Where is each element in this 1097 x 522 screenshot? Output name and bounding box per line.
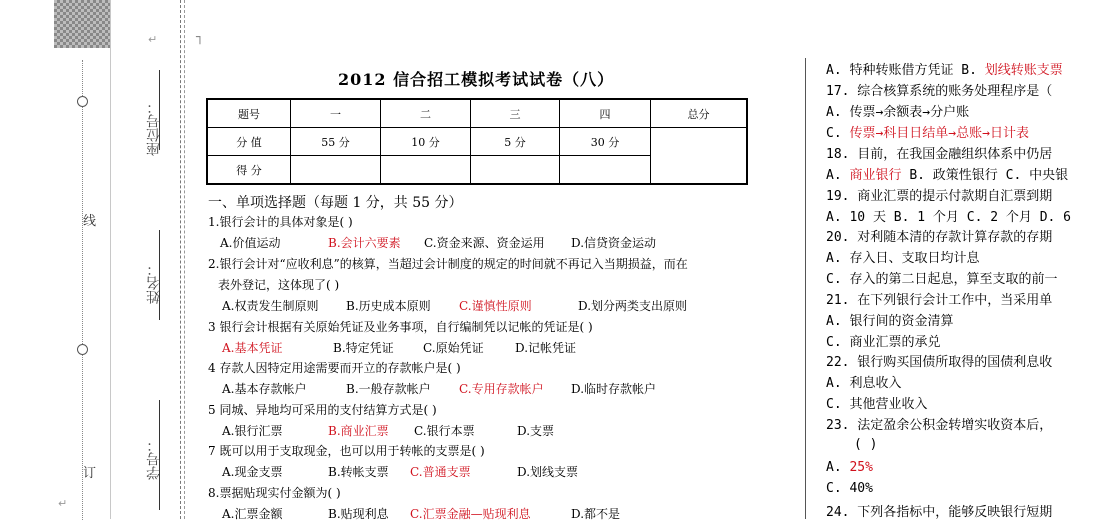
student-id-label: 学号：: [146, 438, 162, 480]
option: A.银行汇票: [222, 424, 283, 438]
option: D.记帐凭证: [515, 341, 577, 355]
gutter-dashed-line: [180, 0, 181, 519]
name-label: 姓名：: [146, 262, 162, 304]
option: C.资金来源、资金运用: [424, 236, 545, 250]
table-cell: 三: [471, 99, 560, 128]
table-cell: 题号: [207, 99, 291, 128]
question-text: 8.票据贴现实付金额为( ): [208, 486, 341, 500]
option-answer: 传票→科目日结单→总账→日计表: [849, 126, 1029, 141]
page-title: 2012 信合招工模拟考试试卷（八）: [338, 70, 615, 89]
table-cell: 总分: [651, 99, 748, 128]
option: A.现金支票: [222, 465, 283, 479]
answer-blank[interactable]: ( ): [854, 437, 878, 452]
question-text: 2.银行会计对“应收利息”的核算，当超过会计制度的规定的时间就不再记入当期损益，而在: [208, 257, 688, 271]
margin-edge-line: [110, 0, 111, 519]
table-cell: 30 分: [560, 128, 651, 156]
binding-line-label: 线: [83, 214, 97, 229]
option: D.划线支票: [517, 465, 579, 479]
right-line: A. 25%: [826, 460, 873, 475]
option: D.都不是: [571, 507, 621, 521]
right-line: 24. 下列各指标中，能够反映银行短期: [826, 505, 1053, 520]
right-line: A. 存入日、支取日均计息: [826, 251, 980, 266]
return-mark-icon: ↵: [58, 497, 68, 510]
right-line: A. 特种转账借方凭证 B. 划线转账支票: [826, 63, 1063, 78]
option: C.原始凭证: [423, 341, 484, 355]
question-text: 3 银行会计根据有关原始凭证及业务事项，自行编制凭以记帐的凭证是( ): [208, 320, 593, 334]
option: C.银行本票: [414, 424, 475, 438]
option-answer: A.基本凭证: [222, 341, 283, 355]
option-answer: 25%: [849, 460, 873, 475]
table-cell: 10 分: [381, 128, 471, 156]
hatched-margin-strip: [54, 0, 110, 48]
option-answer: C.专用存款帐户: [459, 382, 544, 396]
right-line: C. 传票→科目日结单→总账→日计表: [826, 126, 1029, 141]
option: B.特定凭证: [333, 341, 394, 355]
table-cell: 5 分: [471, 128, 560, 156]
question-text: 4 存款人因特定用途需要而开立的存款帐户是( ): [208, 361, 461, 375]
return-mark-icon: ↵: [148, 33, 158, 46]
table-cell: 四: [560, 99, 651, 128]
right-line: A. 传票→余额表→分户账: [826, 105, 970, 120]
score-entry-cell[interactable]: [291, 156, 381, 185]
seat-label: 座位号：: [146, 100, 162, 156]
gutter-dashed-line-inner: [184, 0, 185, 519]
right-line: 19. 商业汇票的提示付款期自汇票到期: [826, 189, 1053, 204]
right-line: C. 商业汇票的承兑: [826, 335, 941, 350]
right-line: 20. 对利随本清的存款计算存款的存期: [826, 230, 1053, 245]
option: A.汇票金额: [222, 507, 283, 521]
score-entry-cell[interactable]: [471, 156, 560, 185]
binding-dotted-line: [82, 60, 87, 520]
student-id-underline: [159, 400, 161, 510]
option: B.历史成本原则: [346, 299, 431, 313]
table-cell: 二: [381, 99, 471, 128]
option-answer: 划线转账支票: [984, 63, 1063, 78]
right-line: 22. 银行购买国债所取得的国债利息收: [826, 355, 1053, 370]
column-divider: [805, 58, 806, 519]
seat-underline: [159, 70, 161, 150]
right-line: 17. 综合核算系统的账务处理程序是（: [826, 84, 1053, 99]
right-line: A. 银行间的资金清算: [826, 314, 954, 329]
table-cell: 得 分: [207, 156, 291, 185]
margin-corner-mark: ┐: [196, 30, 204, 45]
question-text: 1.银行会计的具体对象是( ): [208, 215, 353, 229]
score-entry-cell[interactable]: [560, 156, 651, 185]
right-line: C. 存入的第二日起息，算至支取的前一: [826, 272, 1058, 287]
option: A.权责发生制原则: [222, 299, 319, 313]
right-line: A. 利息收入: [826, 376, 902, 391]
option: B.一般存款帐户: [346, 382, 431, 396]
option: D.划分两类支出原则: [578, 299, 688, 313]
right-line: A. 10 天 B. 1 个月 C. 2 个月 D. 6: [826, 210, 1072, 225]
option: D.临时存款帐户: [571, 382, 657, 396]
table-cell: 55 分: [291, 128, 381, 156]
option-answer: B.商业汇票: [328, 424, 389, 438]
option: B.转帐支票: [328, 465, 389, 479]
score-entry-cell[interactable]: [381, 156, 471, 185]
binding-hole-icon: [77, 344, 88, 355]
question-text: 7 既可以用于支取现金，也可以用于转帐的支票是( ): [208, 444, 485, 458]
score-table: [206, 98, 748, 185]
right-line: 23. 法定盈余公积金转增实收资本后，: [826, 418, 1053, 433]
question-text: 表外登记，这体现了( ): [218, 278, 340, 292]
option: D.信贷资金运动: [571, 236, 657, 250]
right-line: 21. 在下列银行会计工作中，当采用单: [826, 293, 1053, 308]
right-line: A. 商业银行 B. 政策性银行 C. 中央银: [826, 168, 1069, 183]
total-score-cell[interactable]: [651, 128, 748, 185]
table-cell: 一: [291, 99, 381, 128]
option: B.贴现利息: [328, 507, 389, 521]
option-answer: 商业银行: [849, 168, 902, 183]
question-text: 5 同城、异地均可采用的支付结算方式是( ): [208, 403, 437, 417]
option: A.基本存款帐户: [222, 382, 307, 396]
option-answer: B.会计六要素: [328, 236, 401, 250]
table-cell: 分 值: [207, 128, 291, 156]
name-underline: [159, 230, 161, 320]
table-row: [207, 128, 747, 156]
right-line: C. 40%: [826, 481, 873, 496]
binding-order-label: 订: [83, 466, 97, 481]
option-answer: C.普通支票: [410, 465, 471, 479]
table-row: [207, 99, 747, 128]
option: A.价值运动: [220, 236, 281, 250]
section-heading: 一、单项选择题（每题 1 分，共 55 分）: [208, 195, 463, 211]
right-line: 18. 目前，在我国金融组织体系中仍居: [826, 147, 1053, 162]
option: D.支票: [517, 424, 555, 438]
right-line: C. 其他营业收入: [826, 397, 928, 412]
option-answer: C.谨慎性原则: [459, 299, 532, 313]
binding-hole-icon: [77, 96, 88, 107]
option-answer: C.汇票金融—贴现利息: [410, 507, 531, 521]
